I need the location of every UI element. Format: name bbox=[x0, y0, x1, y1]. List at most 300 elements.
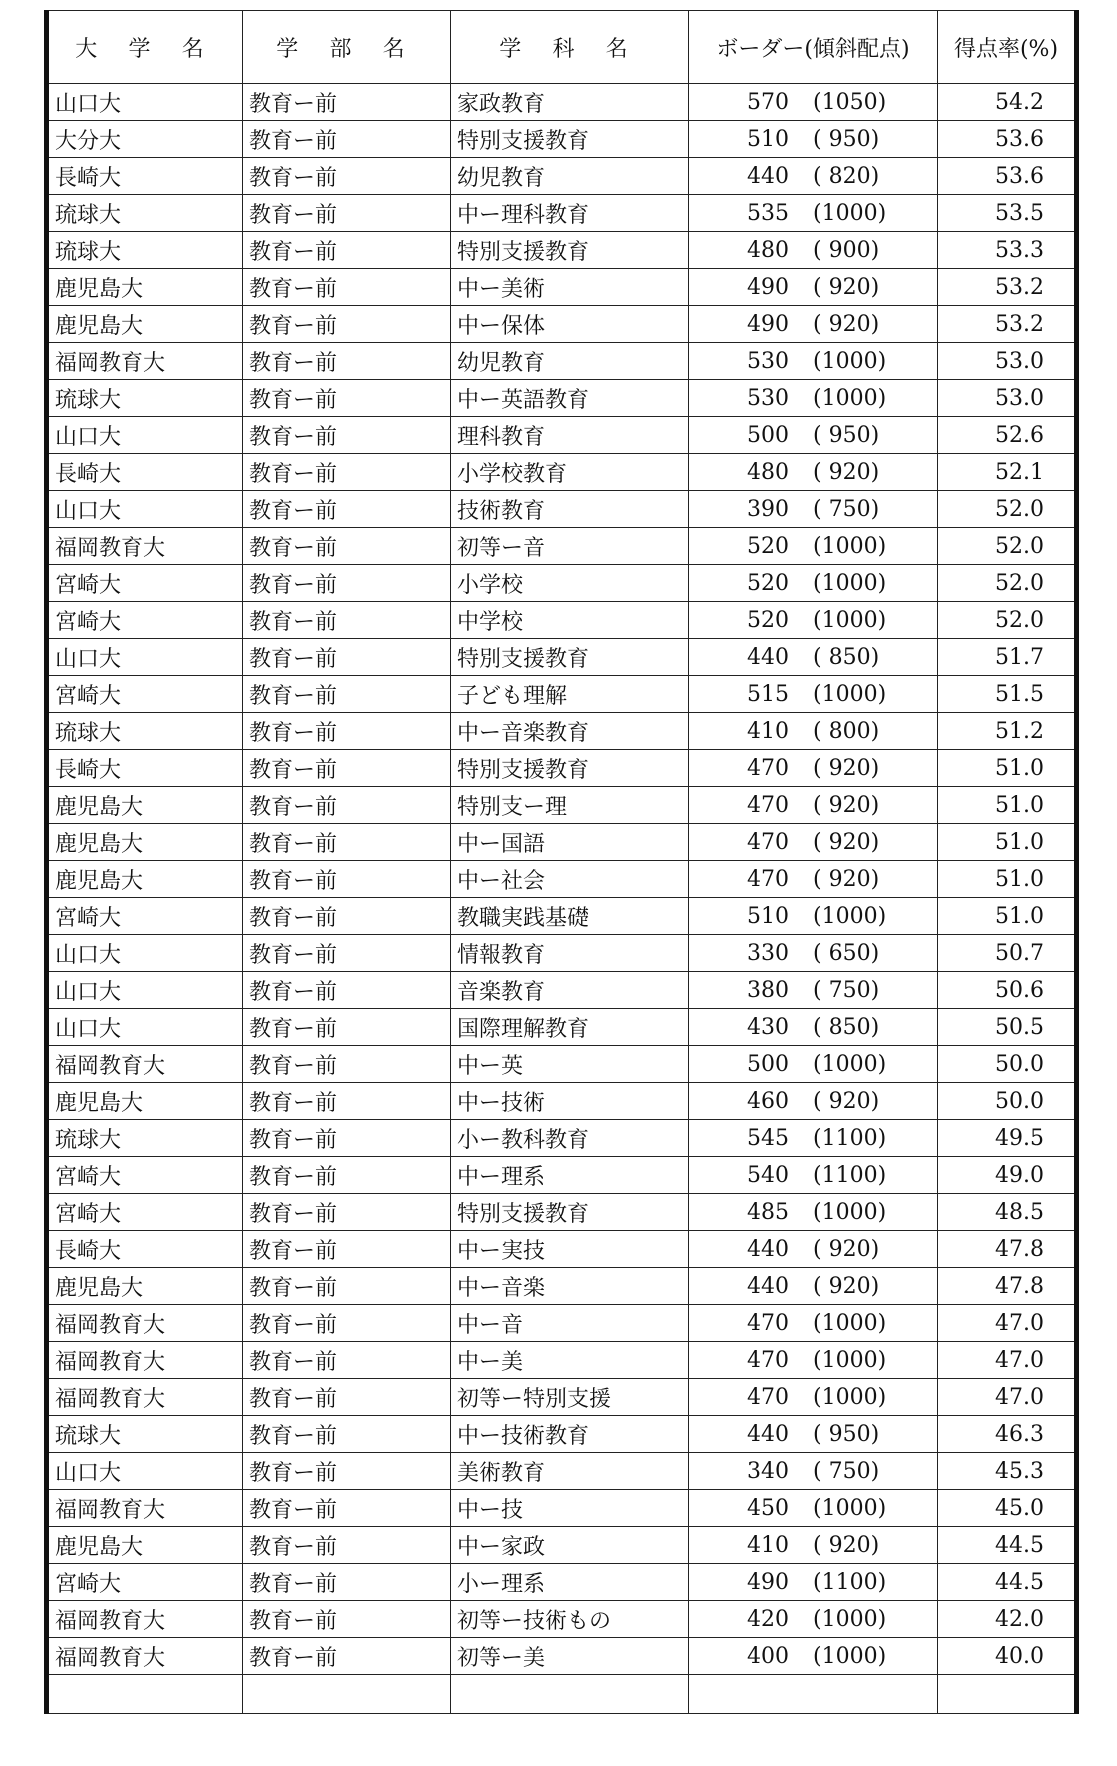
weighted-total-value: (1050) bbox=[813, 89, 887, 115]
table-row bbox=[47, 121, 1077, 158]
cell-faculty: 教育ー前 bbox=[243, 1120, 451, 1157]
weighted-total-value: ( 850) bbox=[813, 644, 880, 670]
weighted-total-value: ( 950) bbox=[813, 422, 880, 448]
cell-border-score bbox=[689, 1564, 938, 1601]
cell-border-score bbox=[689, 1379, 938, 1416]
header-department: 学 科 名 bbox=[451, 11, 689, 84]
border-score-value: 390 bbox=[747, 496, 789, 522]
cell-border-score bbox=[689, 824, 938, 861]
weighted-total-value: ( 920) bbox=[813, 311, 880, 337]
cell-university: 山口大 bbox=[47, 972, 243, 1009]
weighted-total-value: ( 920) bbox=[813, 829, 880, 855]
cell-border-score bbox=[689, 676, 938, 713]
cell-department: 特別支援教育 bbox=[451, 1194, 689, 1231]
cell-border-score bbox=[689, 1490, 938, 1527]
cell-faculty: 教育ー前 bbox=[243, 380, 451, 417]
cell-score-rate: 40.0 bbox=[938, 1638, 1077, 1675]
table-row bbox=[47, 676, 1077, 713]
table-row bbox=[47, 1601, 1077, 1638]
cell-university: 鹿児島大 bbox=[47, 1527, 243, 1564]
cell-faculty: 教育ー前 bbox=[243, 713, 451, 750]
cell-faculty: 教育ー前 bbox=[243, 158, 451, 195]
border-score-value: 490 bbox=[747, 274, 789, 300]
cell-score-rate: 51.2 bbox=[938, 713, 1077, 750]
cell-department: 特別支援教育 bbox=[451, 639, 689, 676]
weighted-total-value: ( 920) bbox=[813, 792, 880, 818]
border-score-value: 470 bbox=[747, 866, 789, 892]
cell-department: 理科教育 bbox=[451, 417, 689, 454]
weighted-total-value: (1000) bbox=[813, 1384, 887, 1410]
cell-score-rate: 50.6 bbox=[938, 972, 1077, 1009]
table-row bbox=[47, 1231, 1077, 1268]
cell-border-score bbox=[689, 1638, 938, 1675]
cell-faculty: 教育ー前 bbox=[243, 1342, 451, 1379]
cell-faculty: 教育ー前 bbox=[243, 306, 451, 343]
cell-university: 長崎大 bbox=[47, 750, 243, 787]
cell-department: 中ー技 bbox=[451, 1490, 689, 1527]
border-score-value: 450 bbox=[747, 1495, 789, 1521]
border-score-value: 340 bbox=[747, 1458, 789, 1484]
weighted-total-value: (1000) bbox=[813, 1199, 887, 1225]
cell-border-score bbox=[689, 639, 938, 676]
cell-department: 中ー国語 bbox=[451, 824, 689, 861]
cell-university: 福岡教育大 bbox=[47, 1379, 243, 1416]
cell-border-score bbox=[689, 1083, 938, 1120]
border-score-value: 570 bbox=[747, 89, 789, 115]
cell-university: 琉球大 bbox=[47, 232, 243, 269]
cell-university: 琉球大 bbox=[47, 1416, 243, 1453]
cell-border-score bbox=[689, 1453, 938, 1490]
cell-department: 中ー美術 bbox=[451, 269, 689, 306]
border-score-value: 490 bbox=[747, 311, 789, 337]
cell-score-rate: 51.0 bbox=[938, 861, 1077, 898]
border-score-value: 470 bbox=[747, 792, 789, 818]
cell-border-score bbox=[689, 1601, 938, 1638]
table-row bbox=[47, 861, 1077, 898]
cell-faculty: 教育ー前 bbox=[243, 676, 451, 713]
cell-university: 宮崎大 bbox=[47, 565, 243, 602]
table-body bbox=[47, 84, 1077, 1714]
cell-border-score bbox=[689, 269, 938, 306]
cell-university: 福岡教育大 bbox=[47, 1490, 243, 1527]
border-score-value: 535 bbox=[747, 200, 789, 226]
cell-department: 中ー英 bbox=[451, 1046, 689, 1083]
cell-score-rate: 44.5 bbox=[938, 1527, 1077, 1564]
cell-score-rate: 52.0 bbox=[938, 565, 1077, 602]
border-score-value: 480 bbox=[747, 459, 789, 485]
table-row bbox=[47, 491, 1077, 528]
cell-department: 音楽教育 bbox=[451, 972, 689, 1009]
border-score-value: 545 bbox=[747, 1125, 789, 1151]
cell-border-score bbox=[689, 1416, 938, 1453]
cell-department: 幼児教育 bbox=[451, 158, 689, 195]
cell-score-rate: 52.1 bbox=[938, 454, 1077, 491]
table-row bbox=[47, 1083, 1077, 1120]
cell-border-score bbox=[689, 1194, 938, 1231]
table-row bbox=[47, 417, 1077, 454]
cell-department: 中ー社会 bbox=[451, 861, 689, 898]
cell-score-rate: 47.8 bbox=[938, 1268, 1077, 1305]
header-faculty: 学 部 名 bbox=[243, 11, 451, 84]
table-row bbox=[47, 1194, 1077, 1231]
weighted-total-value: ( 920) bbox=[813, 459, 880, 485]
cell-score-rate: 45.0 bbox=[938, 1490, 1077, 1527]
table-row bbox=[47, 232, 1077, 269]
weighted-total-value: (1000) bbox=[813, 348, 887, 374]
cell-border-score bbox=[689, 1342, 938, 1379]
weighted-total-value: ( 950) bbox=[813, 126, 880, 152]
cell-university: 山口大 bbox=[47, 84, 243, 121]
cell-university: 琉球大 bbox=[47, 1120, 243, 1157]
cell-department: 初等ー美 bbox=[451, 1638, 689, 1675]
cell-border-score bbox=[689, 565, 938, 602]
border-score-value: 530 bbox=[747, 348, 789, 374]
cell-border-score bbox=[689, 1120, 938, 1157]
cell-faculty: 教育ー前 bbox=[243, 639, 451, 676]
cell-university: 山口大 bbox=[47, 417, 243, 454]
table-row bbox=[47, 380, 1077, 417]
cell-border-score bbox=[689, 1527, 938, 1564]
cell-faculty: 教育ー前 bbox=[243, 195, 451, 232]
table-row bbox=[47, 1009, 1077, 1046]
border-score-value: 530 bbox=[747, 385, 789, 411]
table-row bbox=[47, 713, 1077, 750]
cell-department: 小学校教育 bbox=[451, 454, 689, 491]
cell-score-rate: 53.0 bbox=[938, 343, 1077, 380]
cell-faculty: 教育ー前 bbox=[243, 1305, 451, 1342]
cell-faculty: 教育ー前 bbox=[243, 972, 451, 1009]
cell-border-score bbox=[689, 454, 938, 491]
cell-border-score bbox=[689, 1046, 938, 1083]
border-score-value: 515 bbox=[747, 681, 789, 707]
border-score-value: 485 bbox=[747, 1199, 789, 1225]
cell-department: 国際理解教育 bbox=[451, 1009, 689, 1046]
weighted-total-value: ( 820) bbox=[813, 163, 880, 189]
border-score-value: 420 bbox=[747, 1606, 789, 1632]
border-score-value: 470 bbox=[747, 1384, 789, 1410]
table-row bbox=[47, 565, 1077, 602]
cell-score-rate: 53.2 bbox=[938, 269, 1077, 306]
cell-border-score bbox=[689, 898, 938, 935]
cell-border-score bbox=[689, 306, 938, 343]
header-university: 大 学 名 bbox=[47, 11, 243, 84]
cell-university: 琉球大 bbox=[47, 195, 243, 232]
cell-border-score bbox=[689, 491, 938, 528]
cell-university: 鹿児島大 bbox=[47, 861, 243, 898]
cell-university: 福岡教育大 bbox=[47, 343, 243, 380]
cell-faculty: 教育ー前 bbox=[243, 343, 451, 380]
border-score-value: 440 bbox=[747, 1236, 789, 1262]
table-row bbox=[47, 528, 1077, 565]
table-row bbox=[47, 787, 1077, 824]
header-score-rate: 得点率(%) bbox=[938, 11, 1077, 84]
cell-department: 中ー音 bbox=[451, 1305, 689, 1342]
cell-faculty: 教育ー前 bbox=[243, 1601, 451, 1638]
cell-university: 山口大 bbox=[47, 491, 243, 528]
cell-faculty: 教育ー前 bbox=[243, 1268, 451, 1305]
cell-department: 中ー保体 bbox=[451, 306, 689, 343]
cell-department: 中ー音楽教育 bbox=[451, 713, 689, 750]
weighted-total-value: (1000) bbox=[813, 533, 887, 559]
cell-score-rate: 47.8 bbox=[938, 1231, 1077, 1268]
weighted-total-value: ( 750) bbox=[813, 977, 880, 1003]
cell-score-rate: 52.0 bbox=[938, 602, 1077, 639]
cell-department: 幼児教育 bbox=[451, 343, 689, 380]
table-row bbox=[47, 306, 1077, 343]
cell-university: 福岡教育大 bbox=[47, 1046, 243, 1083]
cell-department: 小ー理系 bbox=[451, 1564, 689, 1601]
cell-faculty: 教育ー前 bbox=[243, 454, 451, 491]
weighted-total-value: ( 920) bbox=[813, 1088, 880, 1114]
cell-score-rate: 53.0 bbox=[938, 380, 1077, 417]
cell-department: 中ー美 bbox=[451, 1342, 689, 1379]
cell-department: 中ー実技 bbox=[451, 1231, 689, 1268]
cell-department: 特別支援教育 bbox=[451, 121, 689, 158]
cell-faculty: 教育ー前 bbox=[243, 1527, 451, 1564]
cell-department: 技術教育 bbox=[451, 491, 689, 528]
border-score-value: 510 bbox=[747, 903, 789, 929]
cell-border-score bbox=[689, 1268, 938, 1305]
border-score-value: 440 bbox=[747, 1421, 789, 1447]
cell-university: 鹿児島大 bbox=[47, 824, 243, 861]
cell-score-rate: 51.0 bbox=[938, 898, 1077, 935]
border-score-table bbox=[44, 10, 1079, 1714]
table-row bbox=[47, 1342, 1077, 1379]
border-score-value: 470 bbox=[747, 755, 789, 781]
cell-faculty: 教育ー前 bbox=[243, 269, 451, 306]
table-row bbox=[47, 639, 1077, 676]
cell-university: 鹿児島大 bbox=[47, 1083, 243, 1120]
cell-score-rate: 52.0 bbox=[938, 528, 1077, 565]
cell-university: 山口大 bbox=[47, 935, 243, 972]
cell-score-rate: 50.5 bbox=[938, 1009, 1077, 1046]
cell-border-score bbox=[689, 343, 938, 380]
cell-university: 宮崎大 bbox=[47, 602, 243, 639]
cell-border-score bbox=[689, 121, 938, 158]
cell-university: 宮崎大 bbox=[47, 1157, 243, 1194]
cell-university: 山口大 bbox=[47, 1009, 243, 1046]
border-score-value: 460 bbox=[747, 1088, 789, 1114]
cell-university: 山口大 bbox=[47, 639, 243, 676]
border-score-value: 470 bbox=[747, 829, 789, 855]
cell-department: 中ー理系 bbox=[451, 1157, 689, 1194]
cell-university: 鹿児島大 bbox=[47, 1268, 243, 1305]
weighted-total-value: (1100) bbox=[813, 1569, 887, 1595]
weighted-total-value: (1000) bbox=[813, 1051, 887, 1077]
cell-score-rate: 45.3 bbox=[938, 1453, 1077, 1490]
border-score-table-sheet bbox=[44, 10, 1074, 1714]
border-score-value: 410 bbox=[747, 718, 789, 744]
cell-score-rate: 53.2 bbox=[938, 306, 1077, 343]
cell-department: 初等ー技術もの bbox=[451, 1601, 689, 1638]
cell-faculty: 教育ー前 bbox=[243, 1564, 451, 1601]
empty-cell bbox=[243, 1675, 451, 1714]
table-row bbox=[47, 1416, 1077, 1453]
cell-score-rate: 42.0 bbox=[938, 1601, 1077, 1638]
border-score-value: 440 bbox=[747, 163, 789, 189]
table-row bbox=[47, 158, 1077, 195]
cell-border-score bbox=[689, 1231, 938, 1268]
table-row bbox=[47, 1046, 1077, 1083]
weighted-total-value: (1000) bbox=[813, 1643, 887, 1669]
cell-university: 福岡教育大 bbox=[47, 1342, 243, 1379]
cell-faculty: 教育ー前 bbox=[243, 1083, 451, 1120]
cell-border-score bbox=[689, 787, 938, 824]
cell-faculty: 教育ー前 bbox=[243, 1638, 451, 1675]
cell-department: 初等ー音 bbox=[451, 528, 689, 565]
weighted-total-value: ( 650) bbox=[813, 940, 880, 966]
cell-border-score bbox=[689, 750, 938, 787]
cell-faculty: 教育ー前 bbox=[243, 935, 451, 972]
table-row bbox=[47, 343, 1077, 380]
weighted-total-value: (1000) bbox=[813, 385, 887, 411]
empty-row bbox=[47, 1675, 1077, 1714]
cell-university: 宮崎大 bbox=[47, 1564, 243, 1601]
cell-score-rate: 51.7 bbox=[938, 639, 1077, 676]
table-row bbox=[47, 935, 1077, 972]
weighted-total-value: ( 900) bbox=[813, 237, 880, 263]
cell-department: 中ー技術教育 bbox=[451, 1416, 689, 1453]
cell-faculty: 教育ー前 bbox=[243, 1416, 451, 1453]
cell-score-rate: 50.0 bbox=[938, 1083, 1077, 1120]
table-row bbox=[47, 1305, 1077, 1342]
cell-score-rate: 52.6 bbox=[938, 417, 1077, 454]
cell-score-rate: 51.5 bbox=[938, 676, 1077, 713]
cell-faculty: 教育ー前 bbox=[243, 861, 451, 898]
cell-university: 鹿児島大 bbox=[47, 306, 243, 343]
header-border-score: ボーダー(傾斜配点) bbox=[689, 11, 938, 84]
cell-score-rate: 53.6 bbox=[938, 158, 1077, 195]
empty-cell bbox=[938, 1675, 1077, 1714]
cell-faculty: 教育ー前 bbox=[243, 602, 451, 639]
table-row bbox=[47, 1268, 1077, 1305]
cell-score-rate: 47.0 bbox=[938, 1305, 1077, 1342]
table-row bbox=[47, 1157, 1077, 1194]
weighted-total-value: ( 750) bbox=[813, 1458, 880, 1484]
cell-faculty: 教育ー前 bbox=[243, 565, 451, 602]
cell-university: 福岡教育大 bbox=[47, 528, 243, 565]
weighted-total-value: (1100) bbox=[813, 1162, 887, 1188]
border-score-value: 440 bbox=[747, 1273, 789, 1299]
table-row bbox=[47, 1527, 1077, 1564]
cell-border-score bbox=[689, 1009, 938, 1046]
border-score-value: 480 bbox=[747, 237, 789, 263]
table-row bbox=[47, 824, 1077, 861]
weighted-total-value: (1000) bbox=[813, 1495, 887, 1521]
cell-score-rate: 53.3 bbox=[938, 232, 1077, 269]
cell-department: 特別支ー理 bbox=[451, 787, 689, 824]
border-score-value: 430 bbox=[747, 1014, 789, 1040]
cell-score-rate: 49.5 bbox=[938, 1120, 1077, 1157]
cell-university: 宮崎大 bbox=[47, 676, 243, 713]
cell-faculty: 教育ー前 bbox=[243, 824, 451, 861]
weighted-total-value: ( 800) bbox=[813, 718, 880, 744]
cell-department: 教職実践基礎 bbox=[451, 898, 689, 935]
cell-department: 情報教育 bbox=[451, 935, 689, 972]
weighted-total-value: (1000) bbox=[813, 903, 887, 929]
cell-faculty: 教育ー前 bbox=[243, 528, 451, 565]
table-row bbox=[47, 750, 1077, 787]
border-score-value: 520 bbox=[747, 570, 789, 596]
cell-border-score bbox=[689, 713, 938, 750]
table-row bbox=[47, 195, 1077, 232]
table-row bbox=[47, 84, 1077, 121]
weighted-total-value: (1000) bbox=[813, 1606, 887, 1632]
cell-university: 福岡教育大 bbox=[47, 1601, 243, 1638]
border-score-value: 500 bbox=[747, 422, 789, 448]
empty-cell bbox=[47, 1675, 243, 1714]
cell-faculty: 教育ー前 bbox=[243, 1009, 451, 1046]
cell-score-rate: 49.0 bbox=[938, 1157, 1077, 1194]
cell-faculty: 教育ー前 bbox=[243, 787, 451, 824]
weighted-total-value: ( 950) bbox=[813, 1421, 880, 1447]
cell-university: 宮崎大 bbox=[47, 1194, 243, 1231]
cell-university: 長崎大 bbox=[47, 1231, 243, 1268]
border-score-value: 540 bbox=[747, 1162, 789, 1188]
table-row bbox=[47, 898, 1077, 935]
cell-score-rate: 53.6 bbox=[938, 121, 1077, 158]
cell-department: 中ー理科教育 bbox=[451, 195, 689, 232]
cell-score-rate: 47.0 bbox=[938, 1379, 1077, 1416]
border-score-value: 500 bbox=[747, 1051, 789, 1077]
cell-university: 長崎大 bbox=[47, 454, 243, 491]
weighted-total-value: (1000) bbox=[813, 607, 887, 633]
cell-faculty: 教育ー前 bbox=[243, 1046, 451, 1083]
cell-department: 中ー技術 bbox=[451, 1083, 689, 1120]
weighted-total-value: (1000) bbox=[813, 1310, 887, 1336]
cell-university: 琉球大 bbox=[47, 380, 243, 417]
cell-faculty: 教育ー前 bbox=[243, 491, 451, 528]
border-score-value: 470 bbox=[747, 1310, 789, 1336]
cell-department: 小学校 bbox=[451, 565, 689, 602]
cell-university: 福岡教育大 bbox=[47, 1305, 243, 1342]
cell-score-rate: 51.0 bbox=[938, 824, 1077, 861]
cell-faculty: 教育ー前 bbox=[243, 417, 451, 454]
cell-university: 大分大 bbox=[47, 121, 243, 158]
cell-border-score bbox=[689, 84, 938, 121]
cell-score-rate: 51.0 bbox=[938, 750, 1077, 787]
cell-faculty: 教育ー前 bbox=[243, 1194, 451, 1231]
cell-faculty: 教育ー前 bbox=[243, 898, 451, 935]
cell-score-rate: 53.5 bbox=[938, 195, 1077, 232]
cell-department: 中ー英語教育 bbox=[451, 380, 689, 417]
empty-cell bbox=[451, 1675, 689, 1714]
cell-score-rate: 54.2 bbox=[938, 84, 1077, 121]
cell-department: 特別支援教育 bbox=[451, 750, 689, 787]
cell-faculty: 教育ー前 bbox=[243, 1453, 451, 1490]
border-score-value: 410 bbox=[747, 1532, 789, 1558]
border-score-value: 440 bbox=[747, 644, 789, 670]
weighted-total-value: ( 920) bbox=[813, 1273, 880, 1299]
cell-border-score bbox=[689, 158, 938, 195]
cell-university: 山口大 bbox=[47, 1453, 243, 1490]
weighted-total-value: (1100) bbox=[813, 1125, 887, 1151]
weighted-total-value: ( 920) bbox=[813, 755, 880, 781]
cell-border-score bbox=[689, 935, 938, 972]
cell-score-rate: 50.0 bbox=[938, 1046, 1077, 1083]
table-row bbox=[47, 1490, 1077, 1527]
cell-university: 鹿児島大 bbox=[47, 787, 243, 824]
border-score-value: 510 bbox=[747, 126, 789, 152]
cell-department: 美術教育 bbox=[451, 1453, 689, 1490]
border-score-value: 380 bbox=[747, 977, 789, 1003]
cell-faculty: 教育ー前 bbox=[243, 121, 451, 158]
cell-border-score bbox=[689, 1305, 938, 1342]
cell-department: 子ども理解 bbox=[451, 676, 689, 713]
weighted-total-value: (1000) bbox=[813, 681, 887, 707]
cell-university: 長崎大 bbox=[47, 158, 243, 195]
cell-border-score bbox=[689, 380, 938, 417]
